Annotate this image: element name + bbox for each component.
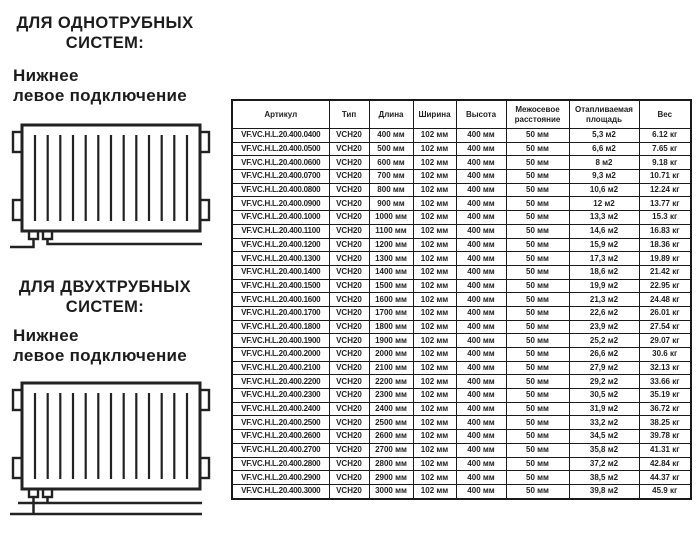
table-cell: VCH20 <box>329 416 369 430</box>
table-cell: 102 мм <box>413 265 456 279</box>
table-row <box>232 361 691 375</box>
table-cell: 102 мм <box>413 361 456 375</box>
table-cell: VCH20 <box>329 224 369 238</box>
table-row <box>232 416 691 430</box>
table-cell: VF.VC.H.L.20.400.1000 <box>232 211 329 225</box>
table-cell: 50 мм <box>506 129 569 143</box>
table-row <box>232 389 691 403</box>
table-cell: VF.VC.H.L.20.400.1400 <box>232 265 329 279</box>
table-cell: 400 мм <box>456 471 506 485</box>
table-cell: 26,6 м2 <box>569 348 639 362</box>
spec-table-body <box>232 129 691 499</box>
heading-line: СИСТЕМ: <box>65 34 145 52</box>
table-row <box>232 293 691 307</box>
table-cell: 9,3 м2 <box>569 170 639 184</box>
table-cell: 50 мм <box>506 416 569 430</box>
table-cell: VF.VC.H.L.20.400.1600 <box>232 293 329 307</box>
table-cell: 12 м2 <box>569 197 639 211</box>
table-cell: 50 мм <box>506 170 569 184</box>
spec-table <box>231 99 693 500</box>
table-cell: VCH20 <box>329 129 369 143</box>
connection-label-single-pipe <box>13 66 213 106</box>
table-cell: 27,9 м2 <box>569 361 639 375</box>
table-cell: 102 мм <box>413 211 456 225</box>
table-cell: VCH20 <box>329 156 369 170</box>
table-cell: 5,3 м2 <box>569 129 639 143</box>
table-cell: 102 мм <box>413 238 456 252</box>
table-cell: 6.12 кг <box>639 129 691 143</box>
table-cell: 102 мм <box>413 156 456 170</box>
table-cell: 9.18 кг <box>639 156 691 170</box>
table-cell: 102 мм <box>413 389 456 403</box>
table-cell: VF.VC.H.L.20.400.1700 <box>232 306 329 320</box>
table-cell: 16.83 кг <box>639 224 691 238</box>
table-cell: 400 мм <box>456 402 506 416</box>
table-cell: VCH20 <box>329 457 369 471</box>
table-row <box>232 238 691 252</box>
table-cell: 38.25 кг <box>639 416 691 430</box>
table-cell: 45.9 кг <box>639 484 691 498</box>
col-header-shirina: Ширина <box>413 100 456 129</box>
table-cell: 1100 мм <box>369 224 413 238</box>
section-heading-single-pipe <box>6 13 204 53</box>
table-cell: 35,8 м2 <box>569 443 639 457</box>
col-header-ves: Вес <box>639 100 691 129</box>
col-header-vysota: Высота <box>456 100 506 129</box>
table-cell: 7.65 кг <box>639 142 691 156</box>
table-cell: 1600 мм <box>369 293 413 307</box>
radiator-diagram-single-pipe-icon <box>10 116 212 250</box>
table-cell: 400 мм <box>456 484 506 498</box>
table-cell: 400 мм <box>456 238 506 252</box>
table-cell: 50 мм <box>506 443 569 457</box>
table-cell: VF.VC.H.L.20.400.0500 <box>232 142 329 156</box>
table-cell: 400 мм <box>456 389 506 403</box>
table-cell: 2600 мм <box>369 430 413 444</box>
table-cell: 32.13 кг <box>639 361 691 375</box>
table-cell: VF.VC.H.L.20.400.1200 <box>232 238 329 252</box>
table-row <box>232 170 691 184</box>
table-cell: 1200 мм <box>369 238 413 252</box>
table-cell: VF.VC.H.L.20.400.2500 <box>232 416 329 430</box>
table-cell: 50 мм <box>506 320 569 334</box>
table-cell: VCH20 <box>329 279 369 293</box>
table-cell: VF.VC.H.L.20.400.0400 <box>232 129 329 143</box>
table-row <box>232 402 691 416</box>
table-cell: 24.48 кг <box>639 293 691 307</box>
table-header-row <box>232 100 691 129</box>
table-cell: 400 мм <box>456 129 506 143</box>
table-cell: 2500 мм <box>369 416 413 430</box>
col-header-artikul: Артикул <box>232 100 329 129</box>
table-cell: VCH20 <box>329 361 369 375</box>
table-row <box>232 471 691 485</box>
table-cell: 102 мм <box>413 129 456 143</box>
table-cell: VCH20 <box>329 375 369 389</box>
table-cell: 25,2 м2 <box>569 334 639 348</box>
table-cell: 2800 мм <box>369 457 413 471</box>
table-row <box>232 430 691 444</box>
table-cell: VF.VC.H.L.20.400.0800 <box>232 183 329 197</box>
table-cell: VCH20 <box>329 334 369 348</box>
table-cell: VF.VC.H.L.20.400.1300 <box>232 252 329 266</box>
table-cell: VF.VC.H.L.20.400.2100 <box>232 361 329 375</box>
table-cell: VF.VC.H.L.20.400.1500 <box>232 279 329 293</box>
table-cell: 10.71 кг <box>639 170 691 184</box>
col-header-dlina: Длина <box>369 100 413 129</box>
table-cell: 102 мм <box>413 183 456 197</box>
table-row <box>232 306 691 320</box>
table-cell: 400 мм <box>456 416 506 430</box>
table-row <box>232 443 691 457</box>
table-cell: 33.66 кг <box>639 375 691 389</box>
table-cell: 15,9 м2 <box>569 238 639 252</box>
table-cell: 102 мм <box>413 443 456 457</box>
table-cell: 1400 мм <box>369 265 413 279</box>
table-cell: 2900 мм <box>369 471 413 485</box>
table-cell: VF.VC.H.L.20.400.3000 <box>232 484 329 498</box>
table-cell: 18.36 кг <box>639 238 691 252</box>
table-row <box>232 224 691 238</box>
table-cell: 2400 мм <box>369 402 413 416</box>
table-cell: 102 мм <box>413 197 456 211</box>
table-cell: 102 мм <box>413 375 456 389</box>
subheading-line: левое подключение <box>13 86 188 105</box>
table-cell: 44.37 кг <box>639 471 691 485</box>
table-row <box>232 183 691 197</box>
table-cell: 400 мм <box>456 197 506 211</box>
table-cell: 400 мм <box>456 224 506 238</box>
table-cell: 50 мм <box>506 430 569 444</box>
table-cell: 19,9 м2 <box>569 279 639 293</box>
table-cell: 50 мм <box>506 211 569 225</box>
table-cell: 21,3 м2 <box>569 293 639 307</box>
table-cell: 34,5 м2 <box>569 430 639 444</box>
table-cell: VCH20 <box>329 306 369 320</box>
table-cell: VF.VC.H.L.20.400.2200 <box>232 375 329 389</box>
table-cell: 30.6 кг <box>639 348 691 362</box>
table-cell: 17,3 м2 <box>569 252 639 266</box>
table-cell: 22,6 м2 <box>569 306 639 320</box>
col-header-tip: Тип <box>329 100 369 129</box>
table-cell: 50 мм <box>506 197 569 211</box>
table-row <box>232 197 691 211</box>
table-cell: 50 мм <box>506 265 569 279</box>
table-cell: 400 мм <box>456 320 506 334</box>
table-cell: 102 мм <box>413 293 456 307</box>
table-cell: VF.VC.H.L.20.400.1900 <box>232 334 329 348</box>
table-cell: 19.89 кг <box>639 252 691 266</box>
table-cell: 26.01 кг <box>639 306 691 320</box>
table-cell: 400 мм <box>456 170 506 184</box>
connection-label-two-pipe <box>13 326 213 366</box>
table-row <box>232 320 691 334</box>
table-cell: 50 мм <box>506 156 569 170</box>
table-cell: VCH20 <box>329 402 369 416</box>
table-cell: 50 мм <box>506 375 569 389</box>
table-cell: 1800 мм <box>369 320 413 334</box>
table-cell: 50 мм <box>506 484 569 498</box>
table-cell: 102 мм <box>413 170 456 184</box>
table-cell: 400 мм <box>456 375 506 389</box>
table-cell: 39,8 м2 <box>569 484 639 498</box>
table-cell: 400 мм <box>456 142 506 156</box>
table-cell: 29.07 кг <box>639 334 691 348</box>
table-cell: 13.77 кг <box>639 197 691 211</box>
table-cell: 50 мм <box>506 279 569 293</box>
table-row <box>232 142 691 156</box>
table-cell: 50 мм <box>506 361 569 375</box>
table-cell: 102 мм <box>413 402 456 416</box>
table-cell: 102 мм <box>413 484 456 498</box>
table-cell: VF.VC.H.L.20.400.2800 <box>232 457 329 471</box>
table-row <box>232 348 691 362</box>
table-cell: 30,5 м2 <box>569 389 639 403</box>
table-cell: VCH20 <box>329 348 369 362</box>
table-cell: VF.VC.H.L.20.400.1100 <box>232 224 329 238</box>
table-cell: 13,3 м2 <box>569 211 639 225</box>
table-cell: VCH20 <box>329 238 369 252</box>
table-cell: 1900 мм <box>369 334 413 348</box>
table-cell: 102 мм <box>413 416 456 430</box>
table-cell: VCH20 <box>329 320 369 334</box>
table-cell: 12.24 кг <box>639 183 691 197</box>
table-cell: 21.42 кг <box>639 265 691 279</box>
section-heading-two-pipe <box>6 277 204 317</box>
heading-line: ДЛЯ ОДНОТРУБНЫХ <box>16 14 194 32</box>
table-cell: 400 мм <box>456 457 506 471</box>
table-cell: 50 мм <box>506 238 569 252</box>
table-cell: VF.VC.H.L.20.400.2400 <box>232 402 329 416</box>
table-cell: VCH20 <box>329 252 369 266</box>
heading-line: ДЛЯ ДВУХТРУБНЫХ <box>18 278 192 296</box>
table-cell: 1300 мм <box>369 252 413 266</box>
table-cell: 50 мм <box>506 471 569 485</box>
table-cell: 400 мм <box>456 348 506 362</box>
table-cell: 50 мм <box>506 457 569 471</box>
table-row <box>232 129 691 143</box>
table-cell: 33,2 м2 <box>569 416 639 430</box>
table-cell: 1500 мм <box>369 279 413 293</box>
table-cell: VF.VC.H.L.20.400.0700 <box>232 170 329 184</box>
table-cell: 400 мм <box>456 211 506 225</box>
subheading-line: левое подключение <box>13 346 188 365</box>
table-cell: 1000 мм <box>369 211 413 225</box>
heading-line: СИСТЕМ: <box>65 298 145 316</box>
table-cell: 50 мм <box>506 183 569 197</box>
table-cell: 50 мм <box>506 142 569 156</box>
radiator-diagram-two-pipe-icon <box>10 376 212 518</box>
table-cell: 29,2 м2 <box>569 375 639 389</box>
table-cell: 102 мм <box>413 471 456 485</box>
table-cell: 22.95 кг <box>639 279 691 293</box>
table-cell: VCH20 <box>329 293 369 307</box>
table-cell: 41.31 кг <box>639 443 691 457</box>
table-row <box>232 334 691 348</box>
table-cell: VCH20 <box>329 197 369 211</box>
table-cell: 102 мм <box>413 306 456 320</box>
table-cell: 102 мм <box>413 430 456 444</box>
table-cell: 400 мм <box>456 279 506 293</box>
table-row <box>232 265 691 279</box>
table-cell: 102 мм <box>413 224 456 238</box>
table-cell: 2300 мм <box>369 389 413 403</box>
table-cell: VF.VC.H.L.20.400.2700 <box>232 443 329 457</box>
table-cell: VCH20 <box>329 183 369 197</box>
table-cell: 900 мм <box>369 197 413 211</box>
table-row <box>232 211 691 225</box>
table-cell: VF.VC.H.L.20.400.0900 <box>232 197 329 211</box>
table-cell: 1700 мм <box>369 306 413 320</box>
table-cell: 102 мм <box>413 142 456 156</box>
table-cell: 36.72 кг <box>639 402 691 416</box>
table-cell: 42.84 кг <box>639 457 691 471</box>
table-cell: VCH20 <box>329 265 369 279</box>
table-cell: 400 мм <box>369 129 413 143</box>
table-row <box>232 279 691 293</box>
table-cell: 50 мм <box>506 224 569 238</box>
table-cell: 2200 мм <box>369 375 413 389</box>
table-cell: 2000 мм <box>369 348 413 362</box>
table-cell: 102 мм <box>413 334 456 348</box>
table-cell: 37,2 м2 <box>569 457 639 471</box>
table-cell: 50 мм <box>506 252 569 266</box>
table-cell: 800 мм <box>369 183 413 197</box>
table-cell: 50 мм <box>506 293 569 307</box>
table-cell: VCH20 <box>329 389 369 403</box>
table-cell: VCH20 <box>329 142 369 156</box>
table-cell: 400 мм <box>456 306 506 320</box>
table-cell: 10,6 м2 <box>569 183 639 197</box>
table-cell: VF.VC.H.L.20.400.0600 <box>232 156 329 170</box>
table-cell: 27.54 кг <box>639 320 691 334</box>
table-cell: 500 мм <box>369 142 413 156</box>
table-cell: 400 мм <box>456 430 506 444</box>
table-cell: 50 мм <box>506 334 569 348</box>
table-cell: 400 мм <box>456 183 506 197</box>
table-row <box>232 252 691 266</box>
table-cell: 400 мм <box>456 334 506 348</box>
table-cell: VF.VC.H.L.20.400.2000 <box>232 348 329 362</box>
table-cell: 15.3 кг <box>639 211 691 225</box>
table-cell: 400 мм <box>456 443 506 457</box>
table-cell: VCH20 <box>329 443 369 457</box>
table-cell: 14,6 м2 <box>569 224 639 238</box>
table-cell: 102 мм <box>413 252 456 266</box>
table-cell: 700 мм <box>369 170 413 184</box>
table-cell: VCH20 <box>329 211 369 225</box>
table-cell: VF.VC.H.L.20.400.2600 <box>232 430 329 444</box>
col-header-mezhosevoe: Межосевое расстояние <box>506 100 569 129</box>
table-cell: 400 мм <box>456 361 506 375</box>
table-cell: 18,6 м2 <box>569 265 639 279</box>
table-cell: 50 мм <box>506 306 569 320</box>
table-row <box>232 375 691 389</box>
table-cell: 38,5 м2 <box>569 471 639 485</box>
table-cell: 6,6 м2 <box>569 142 639 156</box>
table-cell: VCH20 <box>329 170 369 184</box>
table-cell: 35.19 кг <box>639 389 691 403</box>
table-cell: 23,9 м2 <box>569 320 639 334</box>
subheading-line: Нижнее <box>13 326 79 345</box>
table-cell: VF.VC.H.L.20.400.1800 <box>232 320 329 334</box>
table-cell: 102 мм <box>413 457 456 471</box>
table-cell: VCH20 <box>329 430 369 444</box>
table-cell: VCH20 <box>329 484 369 498</box>
table-cell: 102 мм <box>413 320 456 334</box>
table-cell: 39.78 кг <box>639 430 691 444</box>
table-cell: 50 мм <box>506 402 569 416</box>
table-cell: VF.VC.H.L.20.400.2300 <box>232 389 329 403</box>
table-cell: 102 мм <box>413 279 456 293</box>
subheading-line: Нижнее <box>13 66 79 85</box>
table-cell: 2100 мм <box>369 361 413 375</box>
radiator-spec-table <box>231 99 692 500</box>
table-cell: 102 мм <box>413 348 456 362</box>
table-cell: 8 м2 <box>569 156 639 170</box>
col-header-ploshchad: Отапливаемая площадь <box>569 100 639 129</box>
table-cell: VCH20 <box>329 471 369 485</box>
table-cell: 400 мм <box>456 265 506 279</box>
table-cell: 50 мм <box>506 389 569 403</box>
table-cell: 3000 мм <box>369 484 413 498</box>
table-cell: 400 мм <box>456 252 506 266</box>
table-row <box>232 457 691 471</box>
table-cell: 400 мм <box>456 156 506 170</box>
table-row <box>232 484 691 498</box>
table-row <box>232 156 691 170</box>
table-cell: VF.VC.H.L.20.400.2900 <box>232 471 329 485</box>
table-cell: 31,9 м2 <box>569 402 639 416</box>
table-cell: 400 мм <box>456 293 506 307</box>
table-cell: 600 мм <box>369 156 413 170</box>
table-cell: 2700 мм <box>369 443 413 457</box>
table-cell: 50 мм <box>506 348 569 362</box>
